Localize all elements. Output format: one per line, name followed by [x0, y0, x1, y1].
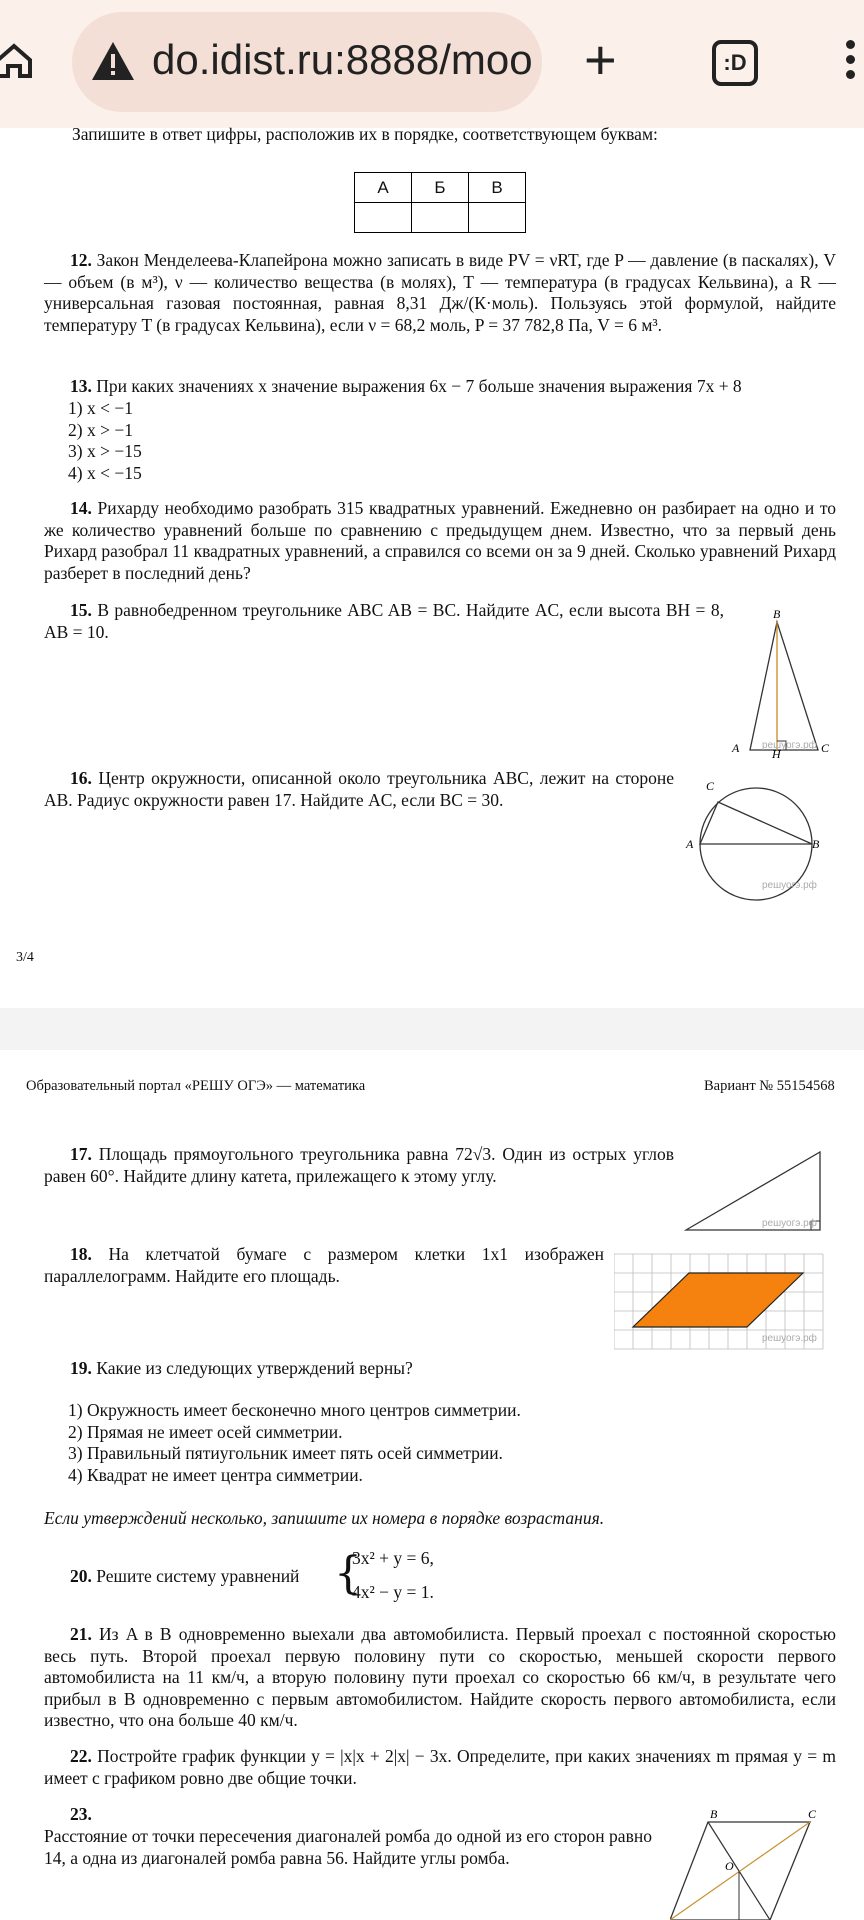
table-header: Б: [412, 173, 469, 203]
new-tab-button[interactable]: +: [584, 28, 617, 91]
answer-table: [354, 172, 526, 233]
label-B: B: [773, 607, 781, 621]
problem-23: Расстояние от точки пересечения диагоналей ромба до одной из его сторон равно 14, а одна из диагоналей ромба равна 56. Найдите углы ромба.: [44, 1826, 652, 1868]
page-separator: [0, 1008, 864, 1050]
variant-number: Вариант № 55154568: [704, 1078, 835, 1094]
portal-header: Образовательный портал «РЕШУ ОГЭ» — математика: [26, 1078, 366, 1094]
tab-switcher-button[interactable]: :D: [712, 40, 758, 86]
problem-22: [44, 1746, 836, 1789]
system-brace: {: [334, 1548, 362, 1599]
watermark: решуогэ.рф: [762, 1218, 817, 1229]
problem-number: 22.: [70, 1746, 92, 1766]
problem-14: [44, 498, 836, 584]
table-cell[interactable]: [412, 203, 469, 233]
label-C: C: [821, 741, 830, 755]
equation-1: 3x² + y = 6,: [352, 1548, 434, 1568]
label-H: H: [772, 747, 781, 760]
problem-23-number: [70, 1804, 92, 1826]
label-B: B: [812, 837, 820, 851]
label-C: C: [808, 1808, 817, 1821]
label-C: C: [706, 779, 715, 793]
problem-number: 20.: [70, 1566, 92, 1586]
problem-text: При каких значениях x значение выражения 6x − 7 больше значения выражения 7x + 8: [96, 376, 742, 396]
problem-text: Из A в B одновременно выехали два автомобилиста. Первый проехал с постоянной скоростью весь путь. Второй проехал первую половину пути со скоростью, меньшей скорости первого автомобилиста на 11 км/ч, а вторую половину пути проехал со скоростью 66 км/ч, в результате чего прибыл в B одновременно с первым автомобилистом. Найдите скорость первого автомобилиста, если известно, что она больше 40 км/ч.: [44, 1624, 836, 1730]
problem-text: Закон Менделеева-Клапейрона можно записать в виде PV = νRT, где P — давление (в паскалях), V — объем (в м³), ν — количество вещества (в молях), T — температура (в градусах Кельвина), а R — универсальная газовая постоянная, равная 8,31 Дж/(К·моль). Пользуясь этой формулой, найдите температуру T (в градусах Кельвина), если ν = 68,2 моль, P = 37 782,8 Па, V = 6 м³.: [44, 250, 836, 335]
option: 4) x < −15: [68, 462, 142, 483]
problem-text: На клетчатой бумаге с размером клетки 1x1 изображен параллелограмм. Найдите его площадь.: [44, 1244, 604, 1286]
problem-number: 15.: [70, 600, 92, 620]
menu-icon[interactable]: [846, 40, 856, 85]
problem-number: 14.: [70, 498, 92, 518]
instruction-text: Запишите в ответ цифры, расположив их в порядке, соответствующем буквам:: [72, 124, 658, 144]
watermark: решуогэ.рф: [762, 880, 817, 891]
watermark: решуогэ.рф: [762, 740, 817, 751]
option: 3) x > −15: [68, 441, 142, 461]
label-A: A: [686, 837, 694, 851]
label-A: A: [732, 741, 740, 755]
equation-2: 4x² − y = 1.: [352, 1582, 434, 1602]
warning-icon[interactable]: [90, 40, 136, 82]
problem-number: 16.: [70, 768, 92, 788]
table-header: А: [355, 173, 412, 203]
statement: 3) Правильный пятиугольник имеет пять осей симметрии.: [68, 1443, 503, 1463]
problem-text: В равнобедренном треугольнике ABC AB = BC. Найдите AC, если высота BH = 8, AB = 10.: [44, 600, 724, 642]
problem-12: [44, 250, 836, 336]
statements-list: [68, 1400, 521, 1486]
problem-18: [44, 1244, 604, 1287]
problem-17: [44, 1144, 674, 1187]
options-list: [68, 398, 142, 484]
isosceles-triangle-figure: [722, 604, 832, 760]
problem-20: [70, 1566, 299, 1588]
problem-number: 17.: [70, 1144, 92, 1164]
table-header: В: [469, 173, 526, 203]
problem-13: [44, 376, 836, 398]
option: 2) x > −1: [68, 419, 133, 440]
home-icon[interactable]: [0, 40, 34, 80]
problem-number: 13.: [70, 376, 92, 396]
url-text[interactable]: do.idist.ru:8888/moo: [152, 36, 533, 83]
circle-triangle-figure: [684, 772, 824, 902]
problem-16: [44, 768, 674, 811]
table-cell[interactable]: [469, 203, 526, 233]
problem-text: Постройте график функции y = |x|x + 2|x| − 3x. Определите, при каких значениях m прямая y = m имеет с графиком ровно две общие точки.: [44, 1746, 836, 1788]
problem-15: [44, 600, 724, 643]
label-O: O: [725, 1859, 734, 1873]
statement: 1) Окружность имеет бесконечно много центров симметрии.: [68, 1400, 521, 1420]
right-triangle-figure: [682, 1148, 824, 1232]
watermark: решуогэ.рф: [762, 1333, 817, 1344]
problem-text: Решите систему уравнений: [96, 1566, 300, 1586]
page-number: 3/4: [16, 950, 34, 965]
rhombus-figure: [670, 1808, 830, 1920]
problem-19: [44, 1358, 836, 1380]
parallelogram-grid-figure: [614, 1252, 824, 1352]
problem-text: Какие из следующих утверждений верны?: [96, 1358, 413, 1378]
statement: 4) Квадрат не имеет центра симметрии.: [68, 1464, 363, 1485]
table-cell[interactable]: [355, 203, 412, 233]
option: 1) x < −1: [68, 398, 133, 418]
parallelogram-shape: [633, 1273, 803, 1327]
problem-number: 23.: [70, 1804, 92, 1824]
problem-number: 21.: [70, 1624, 92, 1644]
statement: 2) Прямая не имеет осей симметрии.: [68, 1421, 343, 1442]
problem-text: Площадь прямоугольного треугольника равна 72√3. Один из острых углов равен 60°. Найдите длину катета, прилежащего к этому углу.: [44, 1144, 675, 1186]
answer-note: Если утверждений несколько, запишите их номера в порядке возрастания.: [44, 1508, 605, 1528]
label-B: B: [710, 1808, 718, 1821]
problem-21: [44, 1624, 836, 1732]
problem-text: Рихарду необходимо разобрать 315 квадратных уравнений. Ежедневно он разбирает на одно и то же количество уравнений больше по сравнению с предыдущем днем. Известно, что за первый день Рихард разобрал 11 квадратных уравнений, а справился со всеми он за 9 дней. Сколько уравнений Рихард разберет в последний день?: [44, 498, 836, 583]
problem-number: 18.: [70, 1244, 92, 1264]
problem-number: 19.: [70, 1358, 92, 1378]
problem-text: Центр окружности, описанной около треугольника ABC, лежит на стороне AB. Радиус окружности равен 17. Найдите AC, если BC = 30.: [44, 768, 674, 810]
problem-number: 12.: [70, 250, 92, 270]
